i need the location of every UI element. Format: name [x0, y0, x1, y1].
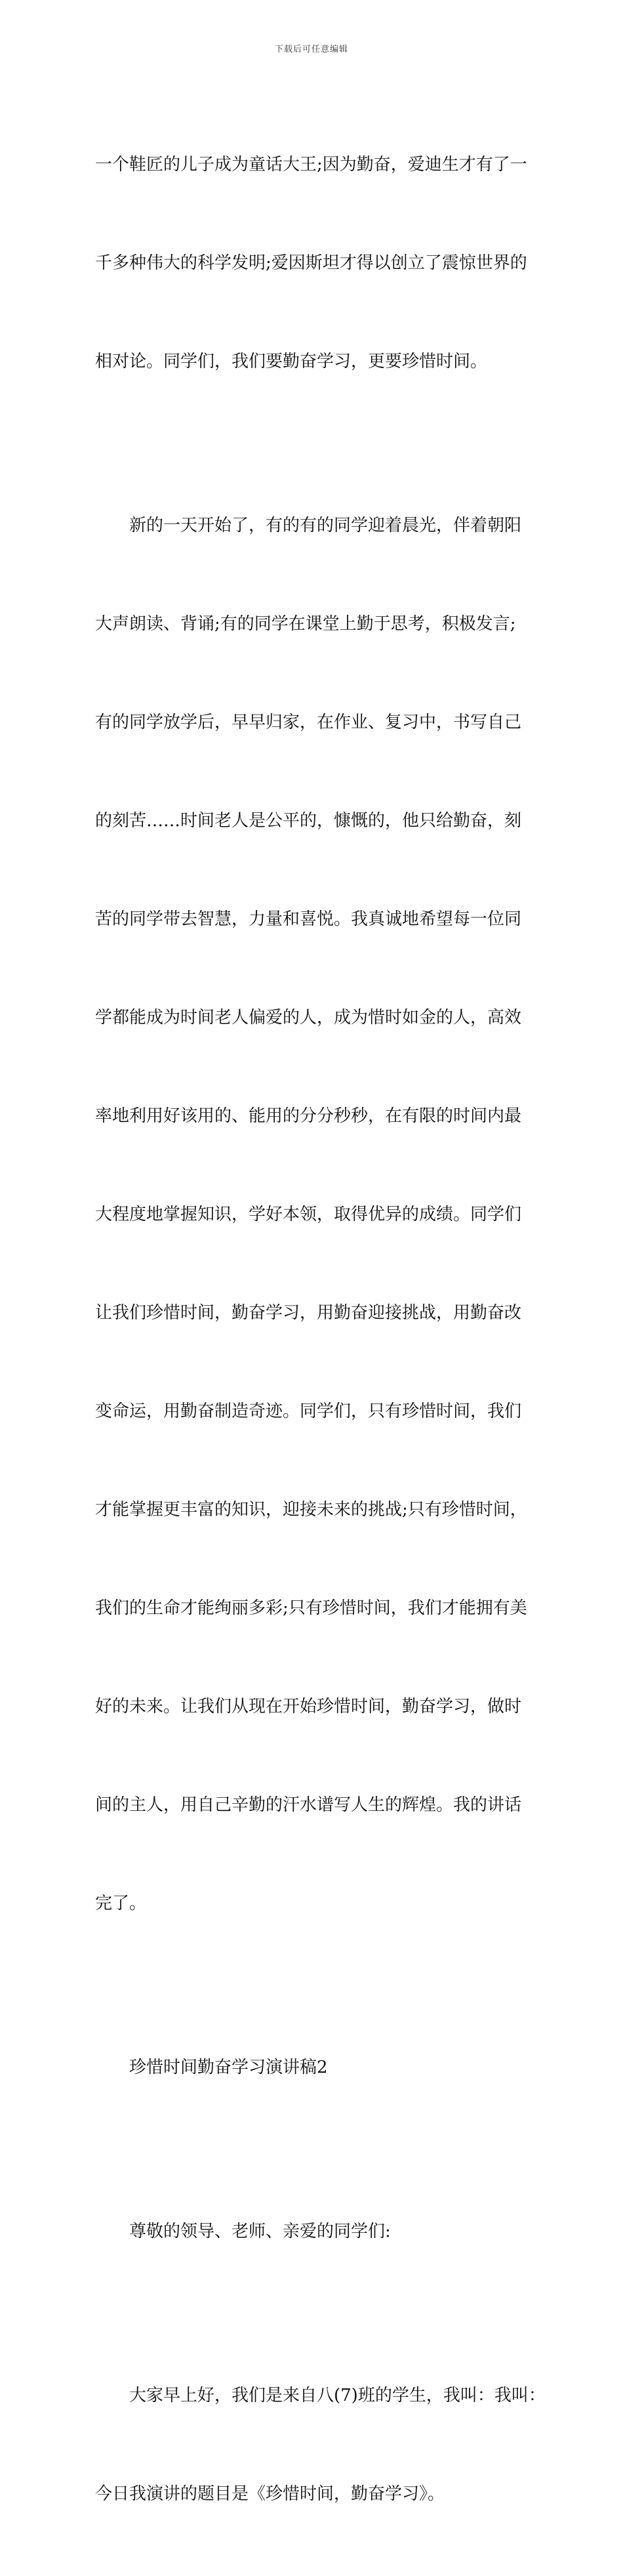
text-line: 率地利用好该用的、能用的分分秒秒，在有限的时间内最 [95, 1106, 522, 1126]
text-line: 尊敬的领导、老师、亲爱的同学们: [129, 2222, 391, 2241]
paragraph-2 [95, 444, 531, 1985]
text-line: 大家早上好，我们是来自八(7)班的学生，我叫：我叫： [129, 2386, 546, 2405]
text-line: 学都能成为时间老人偏爱的人，成为惜时如金的人，高效 [95, 1008, 522, 1028]
salutation [95, 2150, 531, 2314]
text-line: 今日我演讲的题目是《珍惜时间，勤奋学习》。 [95, 2484, 445, 2504]
text-line: 完了。 [95, 1894, 147, 1913]
text-line: 相对论。同学们，我们要勤奋学习，更要珍惜时间。 [95, 352, 488, 371]
document-body [95, 83, 546, 2576]
paragraph-1 [95, 83, 531, 444]
text-line: 一个鞋匠的儿子成为童话大王;因为勤奋，爱迪生才有了一 [95, 155, 527, 175]
text-line: 苦的同学带去智慧，力量和喜悦。我真诚地希望每一位同 [95, 909, 522, 929]
text-line: 我们的生命才能绚丽多彩;只有珍惜时间，我们才能拥有美 [95, 1598, 527, 1618]
text-line: 让我们珍惜时间，勤奋学习，用勤奋迎接挑战，用勤奋改 [95, 1303, 522, 1323]
text-line: 千多种伟大的科学发明;爱因斯坦才得以创立了震惊世界的 [95, 253, 527, 273]
section-heading [95, 1985, 531, 2150]
text-line: 大声朗读、背诵;有的同学在课堂上勤于思考，积极发言; [95, 614, 516, 634]
paragraph-intro [95, 2314, 546, 2576]
heading-line: 珍惜时间勤奋学习演讲稿2 [129, 2058, 328, 2077]
text-line: 才能掌握更丰富的知识，迎接未来的挑战;只有珍惜时间， [95, 1500, 527, 1520]
text-line: 好的未来。让我们从现在开始珍惜时间，勤奋学习，做时 [95, 1697, 522, 1716]
page-header: 下载后可任意编辑 [274, 45, 348, 54]
text-line: 大程度地掌握知识，学好本领，取得优异的成绩。同学们 [95, 1205, 522, 1224]
text-line: 间的主人，用自己辛勤的汗水谱写人生的辉煌。我的讲话 [95, 1795, 522, 1815]
text-line: 有的同学放学后，早早归家，在作业、复习中，书写自己 [95, 713, 522, 732]
text-line: 变命运，用勤奋制造奇迹。同学们，只有珍惜时间，我们 [95, 1402, 522, 1421]
text-line: 的刻苦……时间老人是公平的，慷慨的，他只给勤奋，刻 [95, 811, 522, 831]
text-line: 新的一天开始了，有的有的同学迎着晨光，伴着朝阳 [129, 516, 522, 535]
